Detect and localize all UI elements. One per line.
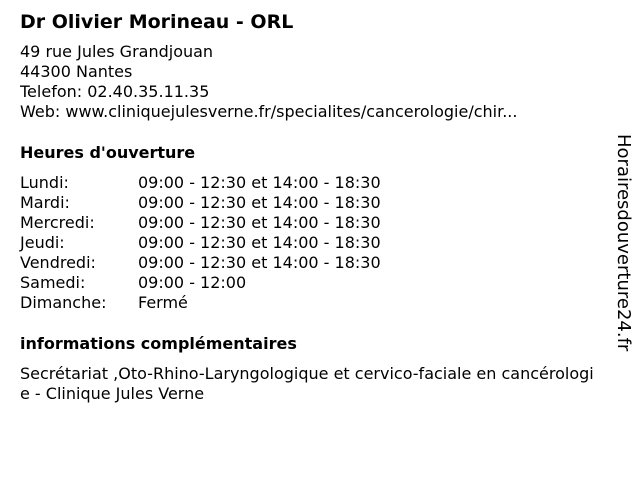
hours-time: 09:00 - 12:30 et 14:00 - 18:30	[138, 253, 381, 272]
hours-time: 09:00 - 12:30 et 14:00 - 18:30	[138, 173, 381, 192]
hours-day: Samedi:	[20, 273, 86, 292]
hours-row-friday	[20, 253, 600, 273]
phone-number: Telefon: 02.40.35.11.35	[20, 82, 210, 101]
hours-day: Lundi:	[20, 173, 69, 192]
hours-row-monday	[20, 173, 600, 193]
hours-row-thursday	[20, 233, 600, 253]
contact-block	[20, 42, 600, 122]
listing-card	[20, 10, 600, 404]
hours-day: Dimanche:	[20, 293, 107, 312]
hours-day: Mardi:	[20, 193, 70, 212]
info-heading: informations complémentaires	[20, 334, 297, 353]
hours-row-sunday	[20, 293, 600, 313]
hours-time: Fermé	[138, 293, 188, 312]
info-description: Secrétariat ,Oto-Rhino-Laryngologique et cervico-faciale en cancérologie - Clinique Jules Verne	[20, 364, 594, 403]
hours-day: Jeudi:	[20, 233, 65, 252]
hours-time: 09:00 - 12:30 et 14:00 - 18:30	[138, 193, 381, 212]
hours-table	[20, 173, 600, 313]
hours-heading: Heures d'ouverture	[20, 143, 196, 162]
hours-row-saturday	[20, 273, 600, 293]
website-link[interactable]: Web: www.cliniquejulesverne.fr/specialites/cancerologie/chir...	[20, 102, 518, 121]
page-title: Dr Olivier Morineau - ORL	[20, 11, 294, 33]
watermark-label: Horairesdouverture24.fr	[613, 134, 634, 352]
hours-row-wednesday	[20, 213, 600, 233]
address-street: 49 rue Jules Grandjouan	[20, 42, 214, 61]
hours-row-tuesday	[20, 193, 600, 213]
hours-time: 09:00 - 12:30 et 14:00 - 18:30	[138, 213, 381, 232]
hours-day: Mercredi:	[20, 213, 95, 232]
address-city: 44300 Nantes	[20, 62, 133, 81]
hours-time: 09:00 - 12:00	[138, 273, 247, 292]
hours-time: 09:00 - 12:30 et 14:00 - 18:30	[138, 233, 381, 252]
hours-day: Vendredi:	[20, 253, 96, 272]
